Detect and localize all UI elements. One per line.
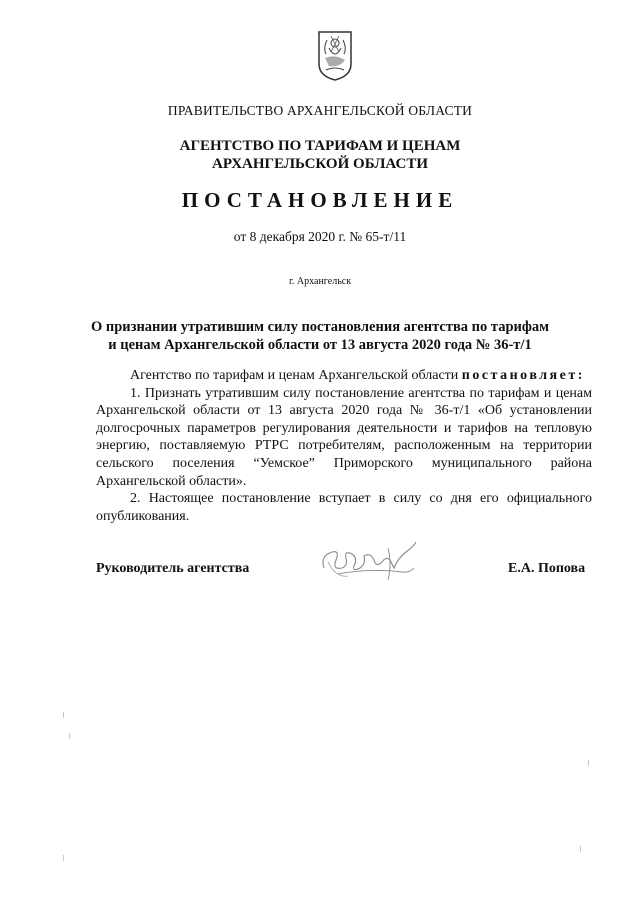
scan-speck	[63, 855, 64, 861]
coat-of-arms-icon	[317, 30, 353, 82]
document-subject	[0, 318, 640, 354]
agency-name-line1: АГЕНТСТВО ПО ТАРИФАМ И ЦЕНАМ	[179, 138, 461, 154]
subject-line1: О признании утратившим силу постановления агентства по тарифам	[90, 319, 550, 335]
handwritten-signature-icon	[318, 538, 428, 584]
government-name: ПРАВИТЕЛЬСТВО АРХАНГЕЛЬСКОЙ ОБЛАСТИ	[167, 103, 473, 118]
scan-speck	[580, 846, 581, 852]
signatory-name: Е.А. Попова	[508, 561, 586, 576]
scan-speck	[63, 712, 64, 718]
body-intro-verb: постановляет:	[461, 368, 585, 383]
signatory-title: Руководитель агентства	[96, 561, 250, 576]
body-item-2: 2. Настоящее постановление вступает в силу со дня его официального опубликования.	[96, 491, 592, 524]
body-intro-text: Агентство по тарифам и ценам Архангельской области	[130, 368, 459, 383]
agency-name-line2: АРХАНГЕЛЬСКОЙ ОБЛАСТИ	[212, 156, 428, 172]
subject-line2: и ценам Архангельской области от 13 августа 2020 года № 36-т/1	[108, 337, 532, 353]
agency-name	[0, 137, 640, 173]
body-intro	[96, 367, 592, 385]
document-type: ПОСТАНОВЛЕНИЕ	[181, 188, 459, 212]
body-item-1: 1. Признать утратившим силу постановление агентства по тарифам и ценам Архангельской области от 13 августа 2020 года № 36-т/1 «Об установлении долгосрочных параметров регулирования деятельности и тарифов на тепловую энергию, поставляемую РТРС потребителям, расположенным на территории сельского поселения “Уемское” Приморского муниципального района Архангельской области».	[96, 385, 592, 489]
scan-speck	[69, 733, 70, 739]
document-city: г. Архангельск	[288, 276, 352, 287]
scan-speck	[588, 760, 589, 766]
document-date-number: от 8 декабря 2020 г. № 65-т/11	[233, 229, 407, 244]
document-body	[96, 367, 592, 525]
